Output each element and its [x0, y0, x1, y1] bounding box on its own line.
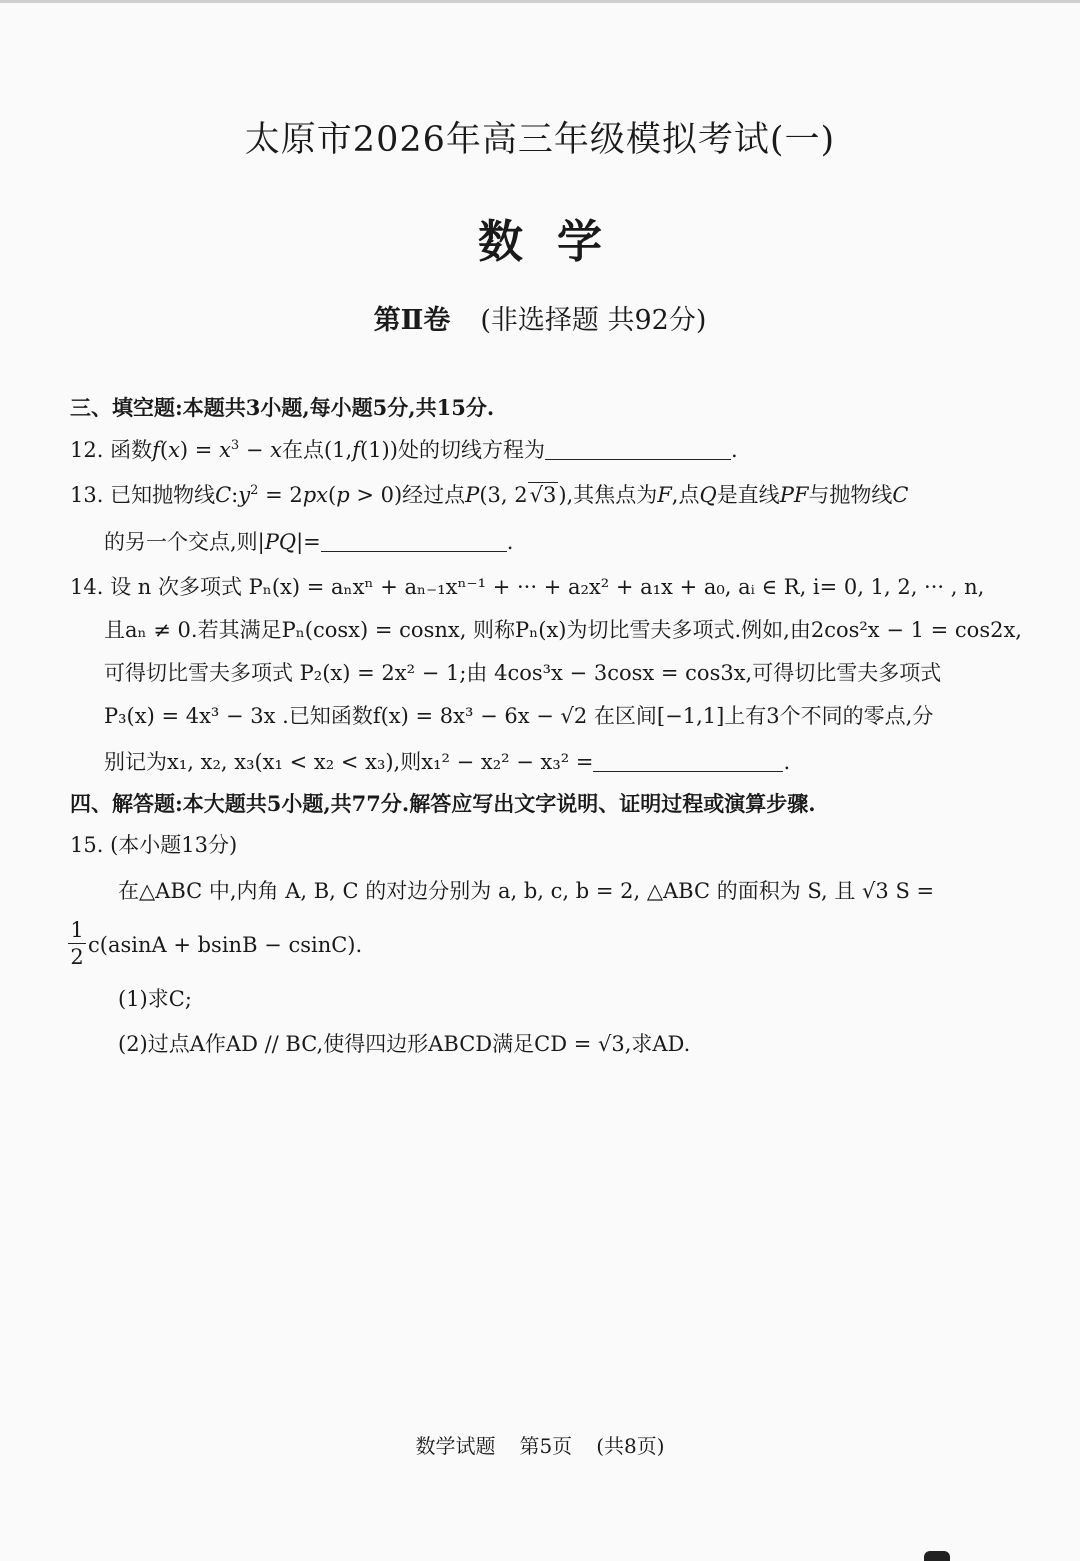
- subject-title: 数学: [477, 215, 636, 268]
- q13-answer-blank: [321, 531, 507, 552]
- page-footer: [0, 1430, 1080, 1459]
- q15-number: 15.: [70, 833, 104, 857]
- fraction-one-half: 1 2: [68, 918, 86, 969]
- q12-number: 12.: [70, 438, 104, 462]
- q15-score: (本小题13分): [110, 833, 238, 857]
- exam-title: 太原市2026年高三年级模拟考试(一): [244, 120, 836, 160]
- section3-heading: 三、填空题:本题共3小题,每小题5分,共15分.: [70, 395, 495, 420]
- question-14-line3: 可得切比雪夫多项式 P₂(x) = 2x² − 1;由 4cos³x − 3cosx = cos3x,可得切比雪夫多项式: [104, 661, 942, 685]
- q14-number: 14.: [70, 575, 104, 599]
- question-14-line4: P₃(x) = 4x³ − 3x .已知函数f(x) = 8x³ − 6x − √2 在区间[−1,1]上有3个不同的零点,分: [104, 704, 934, 728]
- question-12: 12. 函数$f(x) = x^3 - x$在点(1,f(1))处的切线方程为 .: [70, 438, 738, 462]
- corner-tab: [924, 1551, 950, 1561]
- footer-page: 第5页: [519, 1434, 573, 1458]
- section4-heading: 四、解答题:本大题共5小题,共77分.解答应写出文字说明、证明过程或演算步骤.: [70, 791, 816, 816]
- question-13-cont: 的另一个交点,则|PQ|= .: [104, 530, 514, 554]
- question-15-part2: (2)过点A作AD // BC,使得四边形ABCD满足CD = √3,求AD.: [118, 1032, 691, 1056]
- question-15-stem: 在△ABC 中,内角 A, B, C 的对边分别为 a, b, c, b = 2, △ABC 的面积为 S, 且 √3 S =: [118, 879, 935, 903]
- footer-name: 数学试题: [415, 1434, 496, 1458]
- q12-answer-blank: [545, 439, 731, 460]
- question-15-part1: (1)求C;: [118, 987, 192, 1011]
- q13-number: 13.: [70, 483, 104, 507]
- part-heading: [0, 298, 1080, 337]
- footer-total: (共8页): [596, 1434, 665, 1458]
- part-label: 第Ⅱ卷: [373, 305, 451, 336]
- question-13: 13. 已知抛物线$C:y^2 = 2px(p > 0)$经过点P(3, 2√3),其焦点为F,点Q是直线PF与抛物线C: [70, 483, 909, 507]
- part-note: (非选择题 共92分): [480, 305, 707, 336]
- question-14: 14. 设 n 次多项式 Pₙ(x) = aₙxⁿ + aₙ₋₁xⁿ⁻¹ + ··· + a₂x² + a₁x + a₀, aᵢ ∈ R, i= 0, 1, 2, ··· , n,: [70, 575, 985, 599]
- question-15: [70, 830, 237, 860]
- question-14-line5: 别记为x₁, x₂, x₃(x₁ < x₂ < x₃),则x₁² − x₂² − x₃² = .: [104, 750, 791, 774]
- q14-answer-blank: [593, 751, 783, 772]
- question-14-line2: 且aₙ ≠ 0.若其满足Pₙ(cosx) = cosnx, 则称Pₙ(x)为切比雪夫多项式.例如,由2cos²x − 1 = cos2x,: [104, 618, 1022, 642]
- question-15-stem-cont: c(asinA + bsinB − csinC).: [88, 933, 363, 957]
